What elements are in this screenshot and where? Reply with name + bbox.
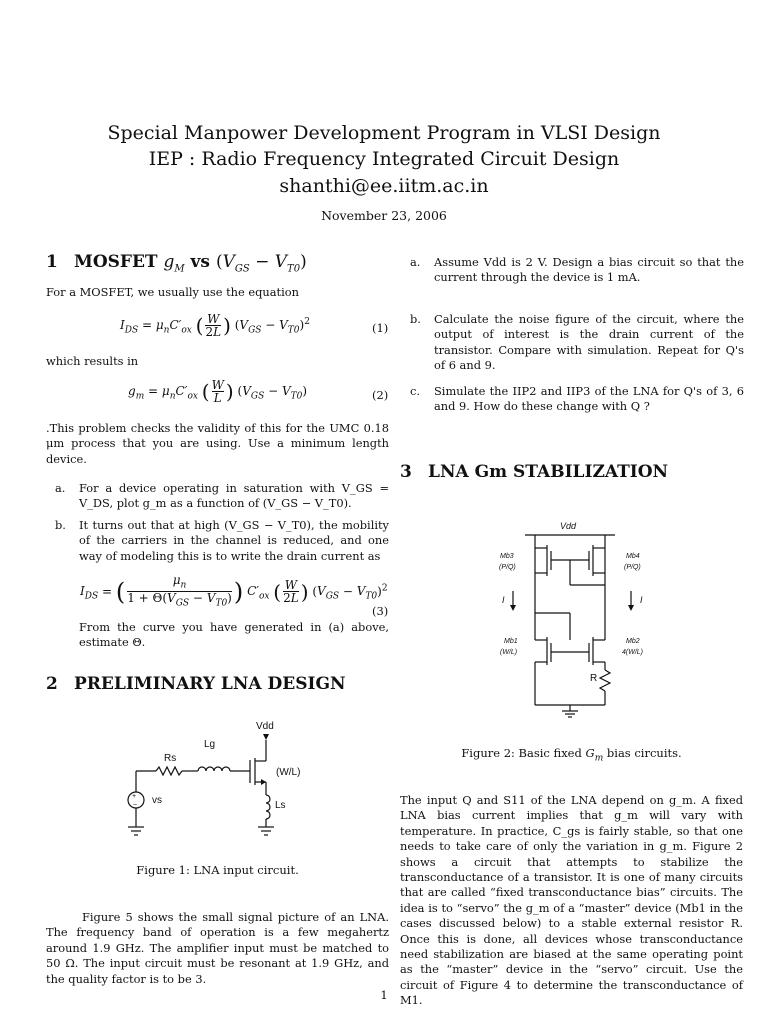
fig1-label-lg: Lg [204, 739, 216, 750]
sec1-item-b-tail: From the curve you have generated in (a) above, estimate Θ. [79, 620, 389, 650]
section-number: 2 [46, 674, 58, 694]
fig2-label-mb3: Mb3 [500, 553, 514, 560]
fig2-label-mb4-size: (P/Q) [624, 564, 641, 571]
fig2-label-i-left: I [502, 595, 505, 605]
fig2-label-r: R [590, 673, 598, 684]
fig1-label-rs: Rs [164, 753, 177, 764]
fig2-label-mb2-size: 4(W/L) [622, 649, 643, 656]
fig2-label-mb2: Mb2 [626, 638, 640, 645]
item-label: c. [410, 384, 421, 398]
item-text: For a device operating in saturation with V_GS = V_DS, plot g_m as a function of (V_GS − V_T0). [79, 481, 389, 511]
sec1-intro: For a MOSFET, we usually use the equation [46, 285, 299, 299]
lna-item-b [410, 312, 744, 374]
item-label: a. [410, 255, 421, 269]
section-title: PRELIMINARY LNA DESIGN [74, 674, 346, 694]
paper-title-line2: IEP : Radio Frequency Integrated Circuit Design [148, 148, 620, 170]
item-label: b. [55, 518, 66, 532]
page-number: 1 [380, 988, 388, 1002]
fig1-label-vdd: Vdd [256, 721, 274, 732]
equation-1-number: (1) [372, 321, 389, 335]
section-number: 3 [400, 462, 412, 482]
sec1-results-in: which results in [46, 354, 139, 368]
author-email: shanthi@ee.iitm.ac.in [279, 175, 489, 197]
sec2-paragraph: Figure 5 shows the small signal picture of an LNA. The frequency band of operation is a few megahertz around 1.9 GHz. The amplifier input must be matched to 50 Ω. The input circuit must be resonant at 1.9 GHz, and the quality factor is to be 3. [46, 910, 389, 986]
sec1-item-a [55, 481, 389, 512]
sec1-paragraph: .This problem checks the validity of this for the UMC 0.18 μm process that you are using. Use a minimum length device. [46, 421, 389, 466]
svg-text:−: − [133, 802, 138, 809]
figure-2-fixed-gm-bias-circuit [490, 515, 660, 725]
fig1-label-vs: vs [152, 795, 162, 806]
fig1-label-ls: Ls [275, 800, 286, 811]
item-text: Simulate the IIP2 and IIP3 of the LNA for Q's of 3, 6 and 9. How do these change with Q ? [434, 384, 744, 414]
fig2-label-mb1: Mb1 [504, 638, 518, 645]
figure-1-lna-input-circuit [120, 715, 320, 845]
fig2-label-mb1-size: (W/L) [500, 649, 518, 656]
fig2-label-mb3-size: (P/Q) [499, 564, 516, 571]
paper-title-line1: Special Manpower Development Program in VLSI Design [107, 122, 661, 144]
fig2-label-mb4: Mb4 [626, 553, 640, 560]
lna-item-c [410, 384, 744, 415]
paper-date: November 23, 2006 [321, 208, 447, 223]
figure-1-caption: Figure 1: LNA input circuit. [136, 863, 299, 877]
section-title: MOSFET $g_M$ vs $(V_{GS} - V_{T0})$ [74, 252, 307, 275]
sec1-item-b [55, 518, 389, 564]
section-title: LNA Gm STABILIZATION [428, 462, 669, 482]
item-label: b. [410, 312, 421, 326]
lna-item-a [410, 255, 744, 286]
section-2-heading [46, 674, 346, 694]
figure-2-caption: Figure 2: Basic fixed $G_m$ bias circuits. [461, 746, 682, 764]
equation-3: $I_{DS}$ = ( $\frac{\mu_n}{1 + \Theta(V_{GS} - V_{T0})}$ ) $C'_{ox}$ ( $\frac{W}{2L}$ ) $(V_{GS} - V_{T0})^2$ [80, 573, 388, 609]
fig1-label-wl: (W/L) [276, 767, 301, 778]
item-label: a. [55, 481, 66, 495]
item-text: Calculate the noise figure of the circuit, where the output of interest is the drain current of the transistor. Compare with simulation. Repeat for Q's of 6 and 9. [434, 312, 744, 373]
section-3-heading [400, 462, 668, 482]
fig2-label-vdd: Vdd [560, 521, 577, 531]
fig2-label-i-right: I [640, 595, 643, 605]
item-text: It turns out that at high (V_GS − V_T0), the mobility of the carriers in the channel is reduced, and one way of modeling this is to write the drain current as [79, 518, 389, 563]
section-1-heading [46, 252, 307, 274]
equation-2: $g_m = \mu_nC'_{ox}$ ( $\frac{W}{L}$ ) $(V_{GS} - V_{T0})$ [128, 378, 308, 405]
sec3-paragraph: The input Q and S11 of the LNA depend on g_m. A fixed LNA bias current implies that g_m will vary with temperature. In practice, C_gs is fairly stable, so that one needs to take care of only the variation in g_m. Figure 2 shows a circuit that attempts to stabilize the transconductance of a transistor. It is one of many circuits that are called “fixed transconductance bias” circuits. The idea is to “servo” the g_m of a “master” device (Mb1 in the cases discussed below) to a stable external resistor R. Once this is done, all devices whose transconductance need stabilization are biased at the same operating point as the “master” device in the “servo” circuit. Use the circuit of Figure 4 to determine the transconductance of M1. [400, 793, 743, 1008]
svg-text:+: + [132, 793, 137, 800]
section-number: 1 [46, 252, 58, 272]
item-text: Assume Vdd is 2 V. Design a bias circuit so that the current through the device is 1 mA. [434, 255, 744, 285]
equation-2-number: (2) [372, 388, 389, 402]
equation-3-number: (3) [372, 604, 389, 618]
equation-1: $I_{DS} = \mu_nC'_{ox}$ ( $\frac{W}{2L}$ ) $(V_{GS} - V_{T0})^2$ [120, 312, 310, 339]
